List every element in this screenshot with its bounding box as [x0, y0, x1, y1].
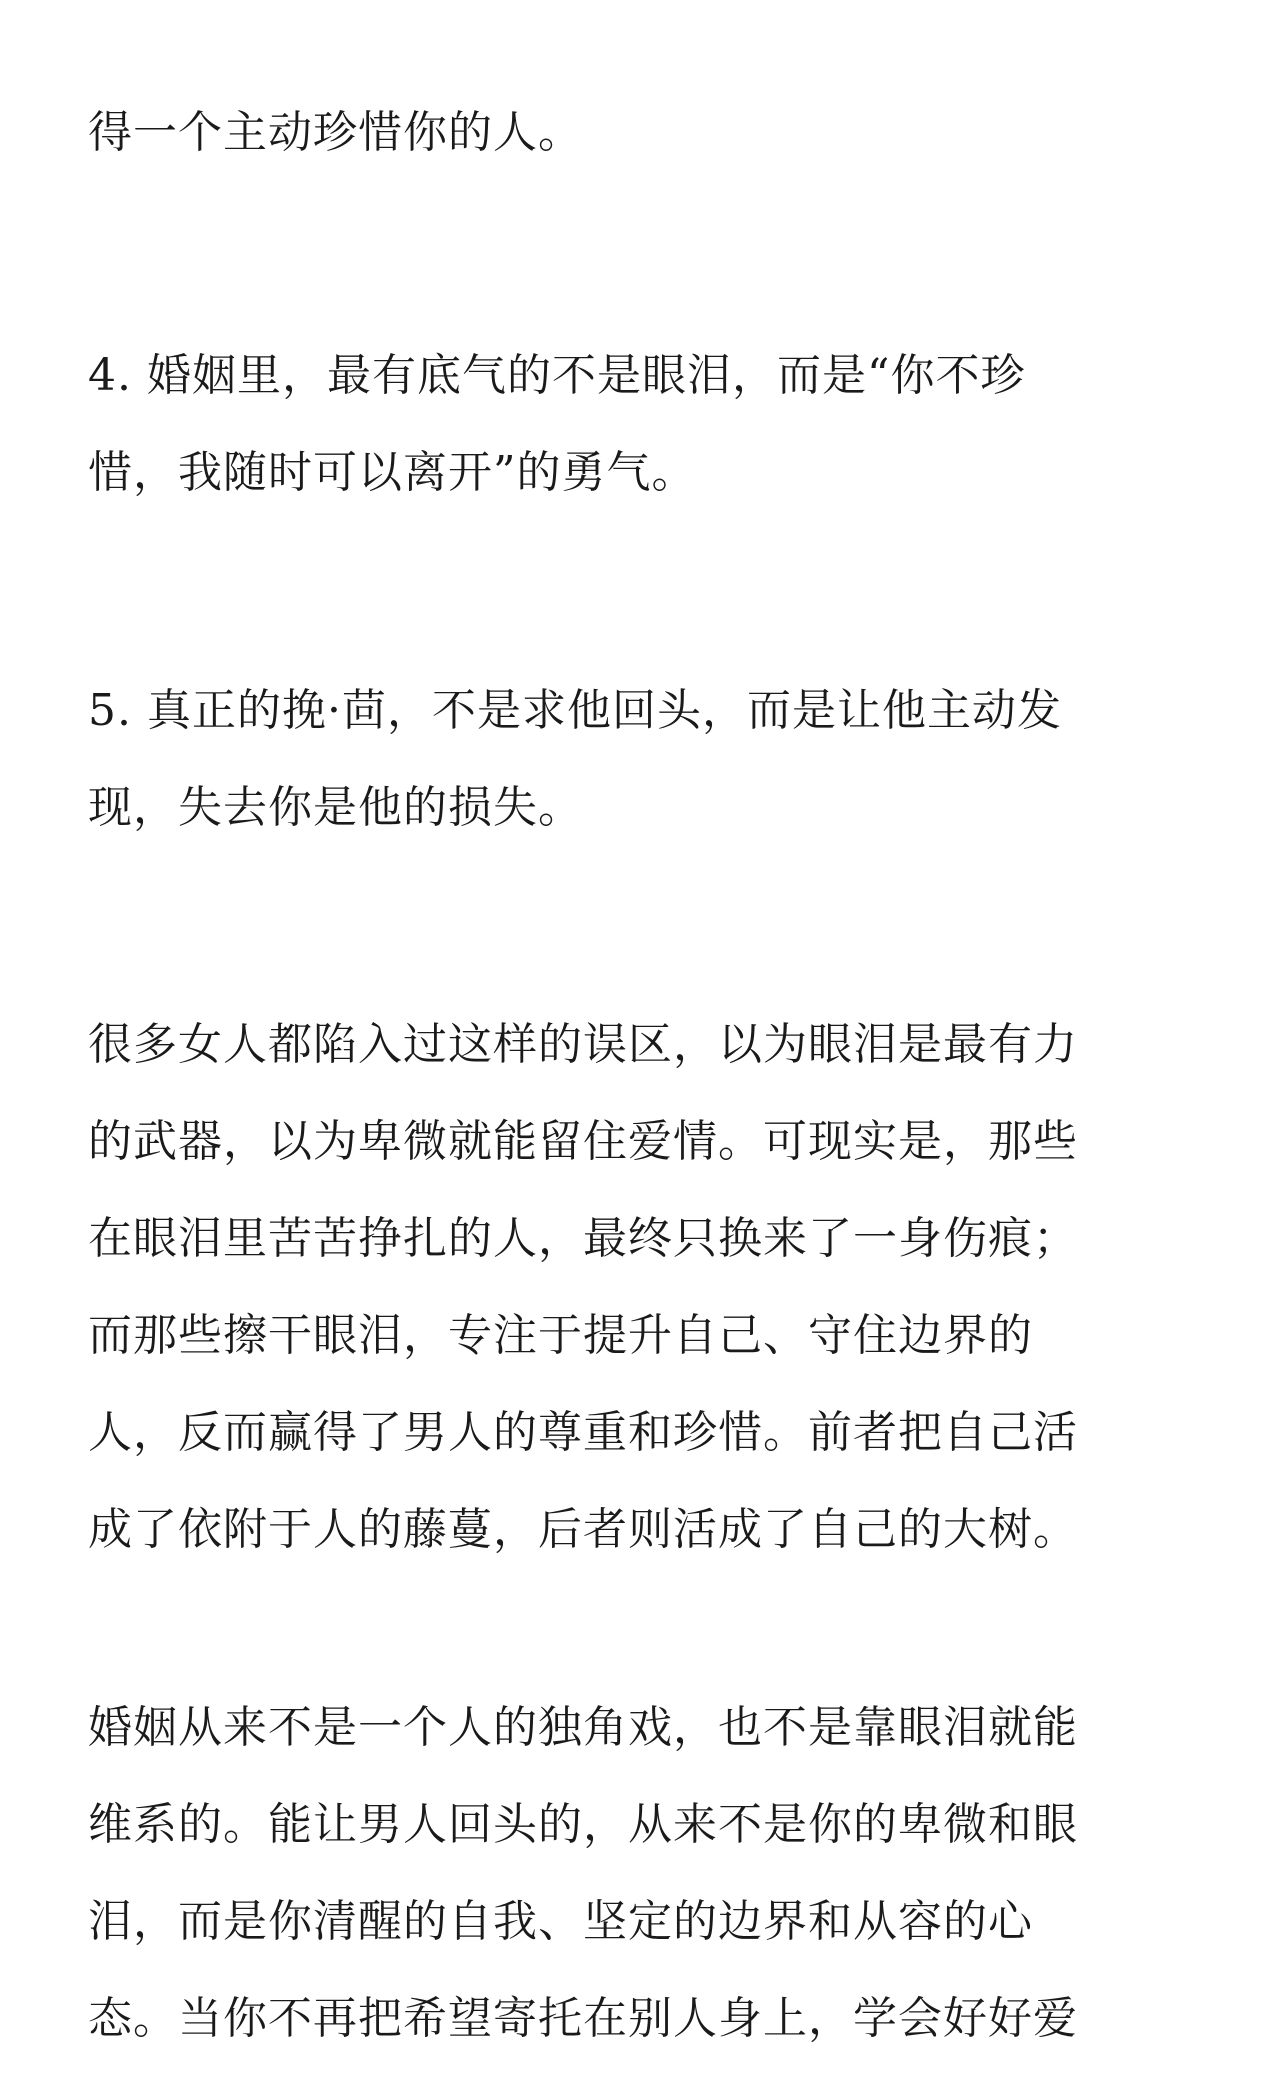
text-line: 很多女人都陷入过这样的误区，以为眼泪是最有力 — [88, 1019, 1078, 1070]
text-line: 5. 真正的挽·茴，不是求他回头，而是让他主动发 — [88, 685, 1062, 736]
text-line: 得一个主动珍惜你的人。 — [88, 107, 583, 158]
paragraph-misconception — [88, 996, 1198, 1578]
paragraph-intro-end — [88, 84, 1198, 181]
text-line: 惜，我随时可以离开”的勇气。 — [88, 447, 697, 498]
text-line: 婚姻从来不是一个人的独角戏，也不是靠眼泪就能 — [88, 1702, 1078, 1753]
text-line: 的武器，以为卑微就能留住爱情。可现实是，那些 — [88, 1116, 1078, 1167]
text-line: 态。当你不再把希望寄托在别人身上，学会好好爱 — [88, 1993, 1078, 2044]
text-line: 维系的。能让男人回头的，从来不是你的卑微和眼 — [88, 1799, 1078, 1850]
text-line: 4. 婚姻里，最有底气的不是眼泪，而是“你不珍 — [88, 350, 1026, 401]
paragraph-conclusion — [88, 1679, 1198, 2067]
paragraph-point-4 — [88, 327, 1198, 521]
text-line: 现，失去你是他的损失。 — [88, 782, 583, 833]
text-line: 而那些擦干眼泪，专注于提升自己、守住边界的 — [88, 1310, 1033, 1361]
text-line: 在眼泪里苦苦挣扎的人，最终只换来了一身伤痕； — [88, 1213, 1078, 1264]
text-line: 成了依附于人的藤蔓，后者则活成了自己的大树。 — [88, 1504, 1078, 1555]
text-line: 人，反而赢得了男人的尊重和珍惜。前者把自己活 — [88, 1407, 1078, 1458]
text-line: 泪，而是你清醒的自我、坚定的边界和从容的心 — [88, 1896, 1033, 1947]
paragraph-point-5 — [88, 662, 1198, 856]
